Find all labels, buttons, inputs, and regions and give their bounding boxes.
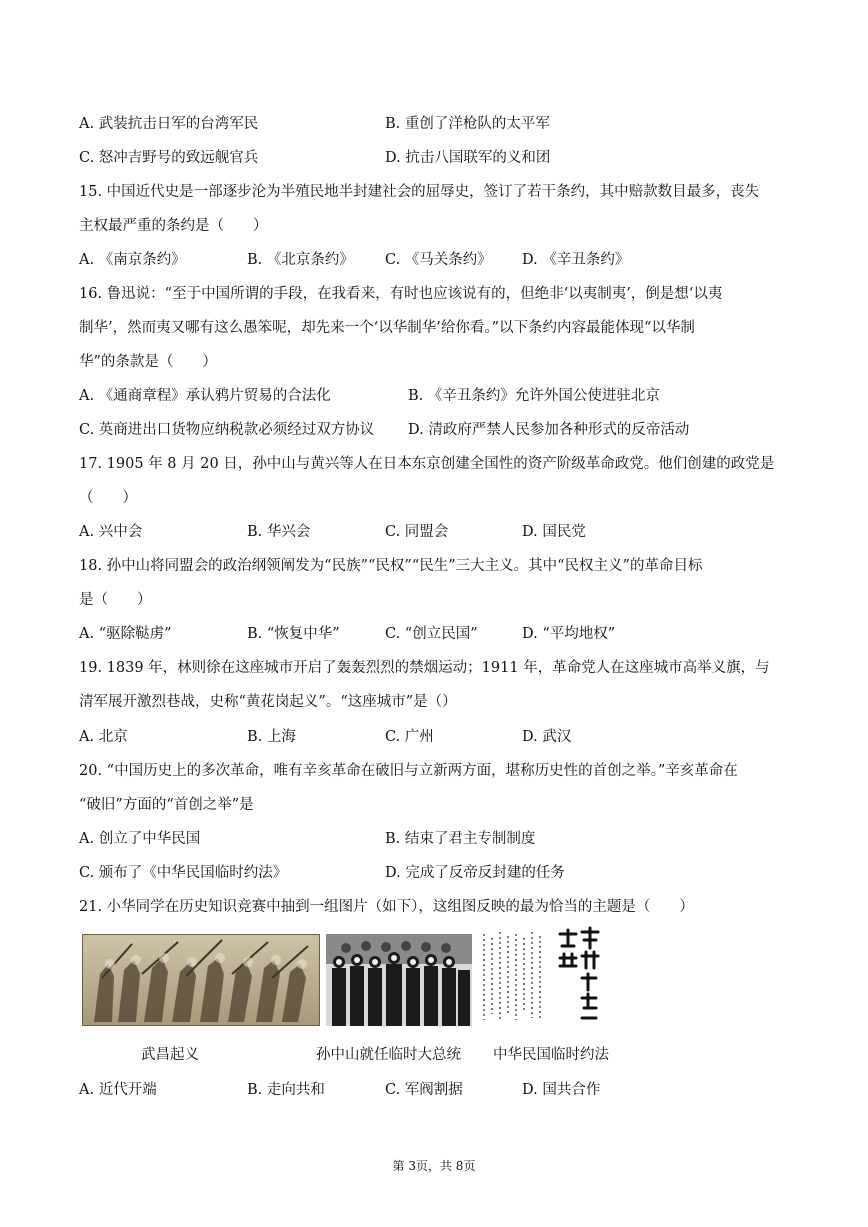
q14-option-a: A. 武装抗击日军的台湾军民: [79, 116, 259, 132]
q15-option-b: B. 《北京条约》: [247, 252, 354, 268]
q20-option-c: C. 颁布了《中华民国临时约法》: [79, 865, 288, 881]
wuchang-uprising-image: [82, 934, 320, 1026]
q19-option-c: C. 广州: [385, 729, 434, 745]
wuchang-relief-illustration: [82, 934, 320, 1026]
q14-option-c: C. 怒冲吉野号的致远舰官兵: [79, 150, 259, 166]
q18-option-d: D. “平均地权”: [522, 626, 616, 642]
q20-option-d: D. 完成了反帝反封建的任务: [385, 865, 565, 881]
q17-stem-line1: 17. 1905 年 8 月 20 日，孙中山与黄兴等人在日本东京创建全国性的资产阶级革命政党。他们创建的政党是: [79, 456, 775, 472]
q21-stem-line1: 21. 小华同学在历史知识竞赛中抽到一组图片（如下），这组图反映的最为恰当的主题是（ ）: [79, 899, 694, 915]
q21-option-d: D. 国共合作: [522, 1082, 601, 1098]
q16-option-a: A. 《通商章程》承认鸦片贸易的合法化: [79, 388, 331, 404]
q15-stem-line1: 15. 中国近代史是一部逐步沦为半殖民地半封建社会的屈辱史，签订了若干条约，其中赔款数目最多，丧失: [79, 184, 760, 200]
q21-option-b: B. 走向共和: [247, 1082, 325, 1098]
q18-option-c: C. “创立民国”: [385, 626, 478, 642]
q14-option-d: D. 抗击八国联军的义和团: [385, 150, 551, 166]
q18-option-a: A. “驱除鞑虏”: [79, 626, 172, 642]
q19-option-d: D. 武汉: [522, 729, 572, 745]
q16-stem-line2: 制华’，然而夷又哪有这么愚笨呢，却先来一个‘以华制华’给你看。”以下条约内容最能体现“以华制: [79, 320, 695, 336]
q17-option-c: C. 同盟会: [385, 524, 449, 540]
provisional-constitution-image: [478, 924, 606, 1028]
q17-option-d: D. 国民党: [522, 524, 586, 540]
q20-option-b: B. 结束了君主专制制度: [385, 831, 536, 847]
q16-option-b: B. 《辛丑条约》允许外国公使进驻北京: [408, 388, 660, 404]
q15-option-a: A. 《南京条约》: [79, 252, 186, 268]
q15-option-c: C. 《马关条约》: [385, 252, 492, 268]
q20-stem-line1: 20. “中国历史上的多次革命，唯有辛亥革命在破旧与立新两方面，堪称历史性的首创之举。”辛亥革命在: [79, 763, 738, 779]
q20-stem-line2: “破旧”方面的“首创之举”是: [79, 797, 254, 813]
q19-option-b: B. 上海: [247, 729, 296, 745]
q14-option-b: B. 重创了洋枪队的太平军: [385, 116, 550, 132]
q18-option-b: B. “恢复中华”: [247, 626, 340, 642]
q20-option-a: A. 创立了中华民国: [79, 831, 201, 847]
caption-wuchang-uprising: 武昌起义: [141, 1047, 199, 1063]
q15-stem-line2: 主权最严重的条约是（ ）: [79, 218, 268, 234]
group-photo-illustration: [326, 934, 472, 1026]
q16-option-c: C. 英商进出口货物应纳税款必须经过双方协议: [79, 422, 375, 438]
page-footer: 第 3页，共 8页: [392, 1159, 476, 1173]
constitution-document-illustration: [478, 924, 606, 1028]
q17-stem-line2: （ ）: [79, 490, 137, 506]
q18-stem-line1: 18. 孙中山将同盟会的政治纲领阐发为“民族”“民权”“民生”三大主义。其中“民权主义”的革命目标: [79, 558, 703, 574]
q19-stem-line1: 19. 1839 年，林则徐在这座城市开启了轰轰烈烈的禁烟运动；1911 年，革命党人在这座城市高举义旗，与: [79, 660, 770, 676]
caption-provisional-constitution: 中华民国临时约法: [493, 1047, 609, 1063]
q17-option-b: B. 华兴会: [247, 524, 311, 540]
q16-stem-line1: 16. 鲁迅说：“至于中国所谓的手段，在我看来，有时也应该说有的，但绝非‘以夷制夷’，倒是想‘以夷: [79, 286, 723, 302]
q21-option-a: A. 近代开端: [79, 1082, 157, 1098]
q18-stem-line2: 是（ ）: [79, 592, 152, 608]
caption-sun-yatsen-inauguration: 孙中山就任临时大总统: [316, 1047, 461, 1063]
q16-option-d: D. 清政府严禁人民参加各种形式的反帝活动: [408, 422, 690, 438]
q19-option-a: A. 北京: [79, 729, 128, 745]
q17-option-a: A. 兴中会: [79, 524, 143, 540]
q19-stem-line2: 清军展开激烈巷战，史称“黄花岗起义”。“这座城市”是（）: [79, 694, 457, 710]
q15-option-d: D. 《辛丑条约》: [522, 252, 630, 268]
q16-stem-line3: 华”的条款是（ ）: [79, 354, 217, 370]
sun-yatsen-inauguration-photo: [326, 934, 472, 1026]
q21-option-c: C. 军阀割据: [385, 1082, 463, 1098]
